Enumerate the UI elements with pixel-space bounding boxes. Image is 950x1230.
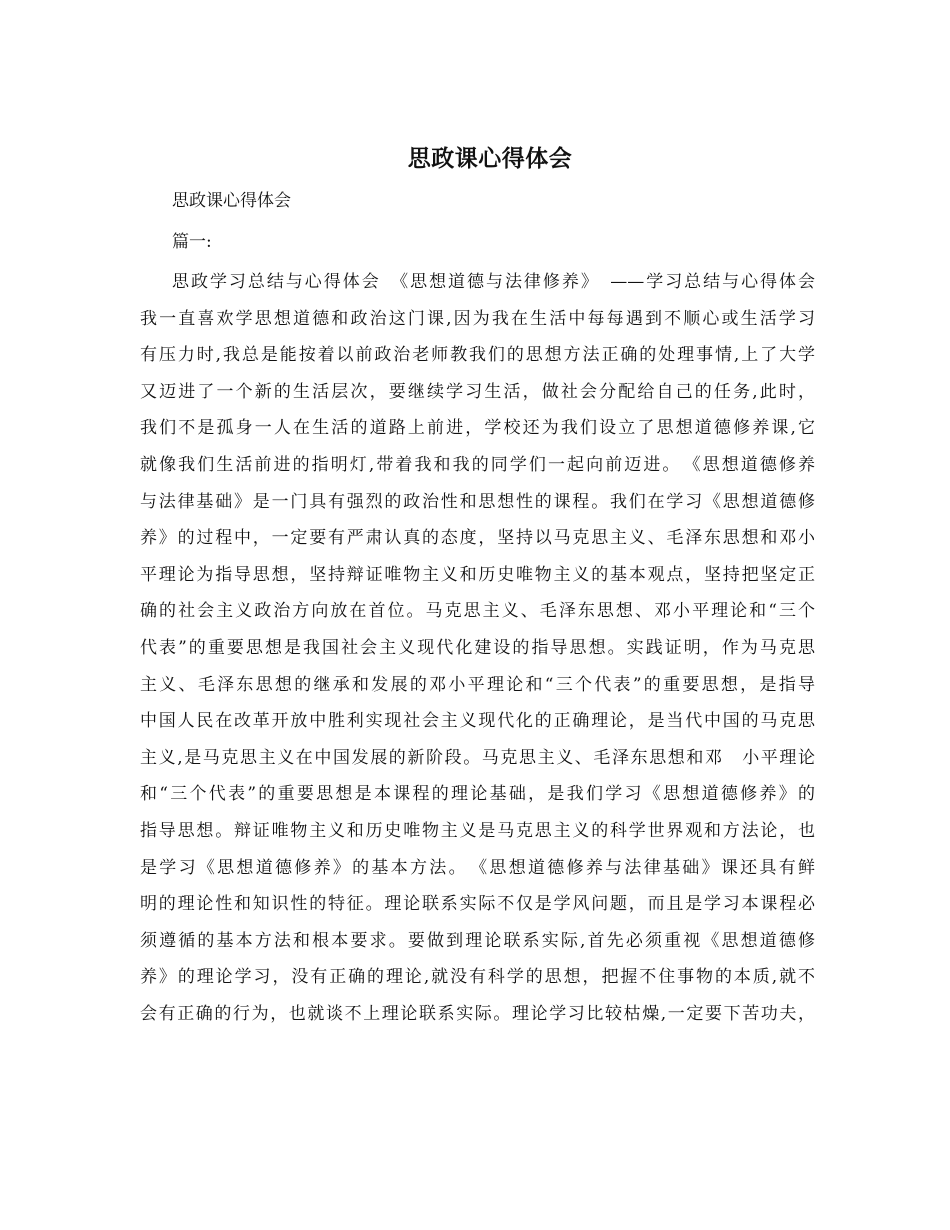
body-line: 会有正确的行为，也就谈不上理论联系实际。理论学习比较枯燥,一定要下苦功夫，: [140, 1003, 815, 1024]
body-line: 指导思想。辩证唯物主义和历史唯物主义是马克思主义的科学世界观和方法论，也: [140, 820, 815, 841]
body-line: 主义、毛泽东思想的继承和发展的邓小平理论和“三个代表”的重要思想，是指导: [140, 674, 815, 695]
body-text: [140, 264, 815, 1032]
body-line: 养》的过程中，一定要有严肃认真的态度，坚持以马克思主义、毛泽东思想和邓小: [140, 528, 815, 549]
body-line: 我一直喜欢学思想道德和政治这门课,因为我在生活中每每遇到不顺心或生活学习: [140, 308, 815, 329]
body-line: 思政学习总结与心得体会 《思想道德与法律修养》 ——学习总结与心得体会: [172, 272, 815, 292]
body-line: 主义,是马克思主义在中国发展的新阶段。马克思主义、毛泽东思想和邓 小平理论: [140, 747, 815, 768]
body-line: 养》的理论学习，没有正确的理论,就没有科学的思想，把握不住事物的本质,就不: [140, 967, 815, 988]
document-title: 思政课心得体会: [407, 145, 573, 172]
body-line: 与法律基础》是一门具有强烈的政治性和思想性的课程。我们在学习《思想道德修: [140, 491, 815, 512]
section-label: 篇一:: [172, 232, 212, 252]
body-line: 又迈进了一个新的生活层次，要继续学习生活，做社会分配给自己的任务,此时，: [140, 381, 815, 402]
body-line: 有压力时,我总是能按着以前政治老师教我们的思想方法正确的处理事情,上了大学: [140, 345, 815, 366]
body-line: 确的社会主义政治方向放在首位。马克思主义、毛泽东思想、邓小平理论和“三个: [140, 601, 815, 622]
body-line: 我们不是孤身一人在生活的道路上前进，学校还为我们设立了思想道德修养课,它: [140, 418, 815, 439]
body-line: 须遵循的基本方法和根本要求。要做到理论联系实际,首先必须重视《思想道德修: [140, 930, 815, 951]
body-line: 代表”的重要思想是我国社会主义现代化建设的指导思想。实践证明，作为马克思: [140, 637, 815, 658]
body-line: 中国人民在改革开放中胜利实现社会主义现代化的正确理论，是当代中国的马克思: [140, 711, 815, 732]
body-line: 明的理论性和知识性的特征。理论联系实际不仅是学风问题，而且是学习本课程必: [140, 894, 815, 915]
body-line: 平理论为指导思想，坚持辩证唯物主义和历史唯物主义的基本观点，坚持把坚定正: [140, 564, 815, 585]
body-line: 就像我们生活前进的指明灯,带着我和我的同学们一起向前迈进。 《思想道德修养: [140, 454, 815, 475]
body-line: 是学习《思想道德修养》的基本方法。 《思想道德修养与法律基础》课还具有鲜: [140, 857, 815, 878]
document-subtitle: 思政课心得体会: [172, 191, 291, 211]
body-line: 和“三个代表”的重要思想是本课程的理论基础，是我们学习《思想道德修养》的: [140, 784, 815, 805]
